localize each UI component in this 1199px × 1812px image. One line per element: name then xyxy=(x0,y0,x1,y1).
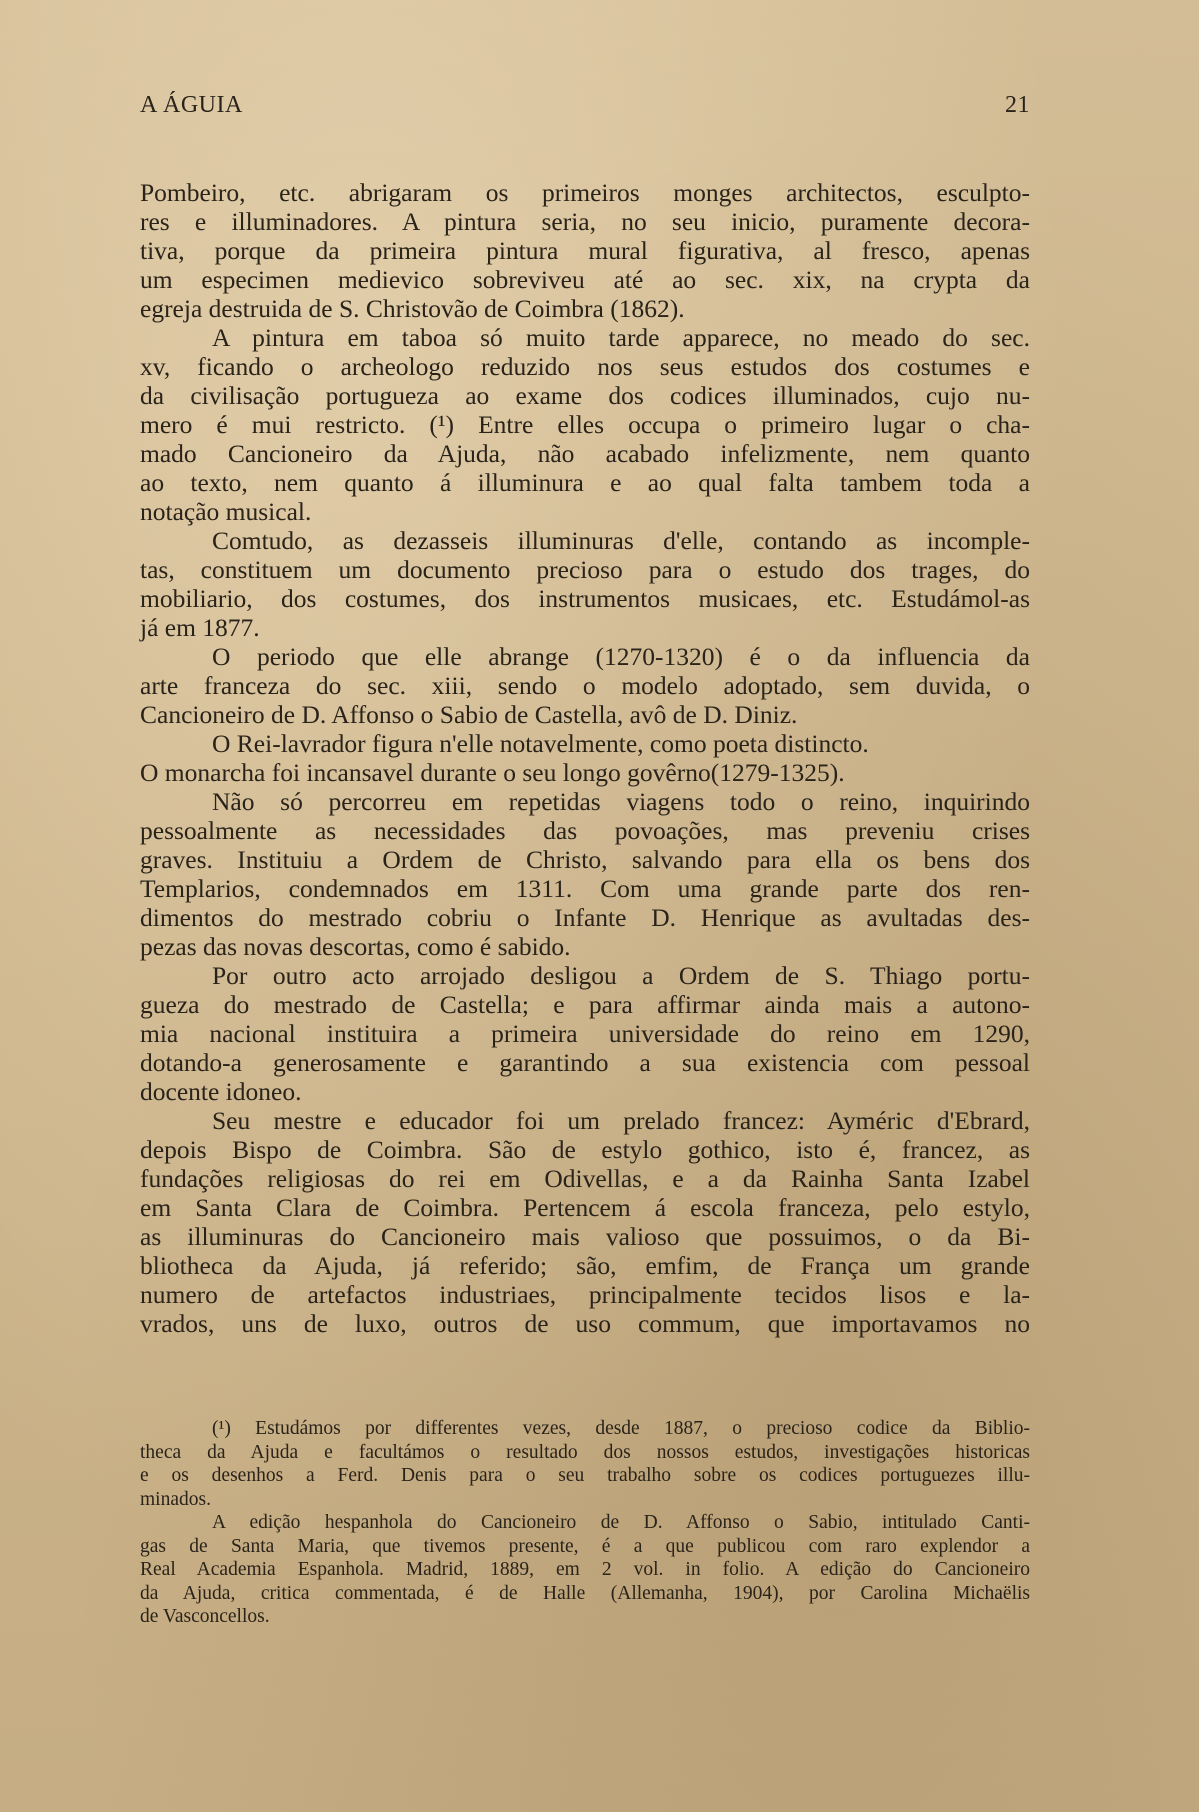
body-line: O periodo que elle abrange (1270-1320) é o da influencia da xyxy=(212,642,1030,671)
body-line: egreja destruida de S. Christovão de Coimbra (1862). xyxy=(140,294,685,323)
body-line: Templarios, condemnados em 1311. Com uma grande parte dos ren- xyxy=(140,874,1030,903)
body-line: já em 1877. xyxy=(140,613,260,642)
body-line: graves. Instituiu a Ordem de Christo, salvando para ella os bens dos xyxy=(140,845,1030,874)
body-line: pezas das novas descortas, como é sabido. xyxy=(140,932,571,961)
body-line: da civilisação portugueza ao exame dos codices illuminados, cujo nu- xyxy=(140,381,1030,410)
body-line: mado Cancioneiro da Ajuda, não acabado infelizmente, nem quanto xyxy=(140,439,1030,468)
footnote-line: A edição hespanhola do Cancioneiro de D. Affonso o Sabio, intitulado Canti- xyxy=(212,1512,1030,1533)
body-line: dotando-a generosamente e garantindo a sua existencia com pessoal xyxy=(140,1048,1030,1077)
footnote-line: minados. xyxy=(140,1488,211,1510)
body-line: tas, constituem um documento precioso para o estudo dos trages, do xyxy=(140,555,1030,584)
footnote-line: (¹) Estudámos por differentes vezes, desde 1887, o precioso codice da Biblio- xyxy=(212,1418,1030,1439)
body-text xyxy=(140,178,1030,1338)
body-line: em Santa Clara de Coimbra. Pertencem á escola franceza, pelo estylo, xyxy=(140,1193,1030,1222)
body-line: xv, ficando o archeologo reduzido nos seus estudos dos costumes e xyxy=(140,352,1030,381)
body-line: O Rei-lavrador figura n'elle notavelmente, como poeta distincto. xyxy=(212,729,869,758)
footnotes xyxy=(140,1417,1030,1629)
body-line: Não só percorreu em repetidas viagens todo o reino, inquirindo xyxy=(212,787,1030,816)
body-line: Por outro acto arrojado desligou a Ordem de S. Thiago portu- xyxy=(212,961,1030,990)
body-line: dimentos do mestrado cobriu o Infante D. Henrique as avultadas des- xyxy=(140,903,1030,932)
body-line: Pombeiro, etc. abrigaram os primeiros monges architectos, esculpto- xyxy=(140,178,1030,207)
footnote-line: e os desenhos a Ferd. Denis para o seu trabalho sobre os codices portuguezes illu- xyxy=(140,1465,1030,1486)
footnote-line: de Vasconcellos. xyxy=(140,1606,270,1627)
body-line: Comtudo, as dezasseis illuminuras d'elle, contando as incomple- xyxy=(212,526,1030,555)
footnote-line: theca da Ajuda e facultámos o resultado dos nossos estudos, investigações historicas xyxy=(140,1441,1030,1463)
page-number: 21 xyxy=(1005,92,1030,118)
body-line: gueza do mestrado de Castella; e para affirmar ainda mais a autono- xyxy=(140,990,1030,1019)
body-line: bliotheca da Ajuda, já referido; são, emfim, de França um grande xyxy=(140,1251,1030,1280)
body-line: numero de artefactos industriaes, principalmente tecidos lisos e la- xyxy=(140,1280,1030,1309)
body-line: fundações religiosas do rei em Odivellas, e a da Rainha Santa Izabel xyxy=(140,1164,1030,1193)
body-line: um especimen medievico sobreviveu até ao sec. xix, na crypta da xyxy=(140,265,1030,294)
body-line: arte franceza do sec. xiii, sendo o modelo adoptado, sem duvida, o xyxy=(140,671,1030,700)
body-line: ao texto, nem quanto á illuminura e ao qual falta tambem toda a xyxy=(140,468,1030,497)
body-line: res e illuminadores. A pintura seria, no seu inicio, puramente decora- xyxy=(140,207,1030,236)
body-line: mia nacional instituira a primeira universidade do reino em 1290, xyxy=(140,1019,1030,1048)
running-title: A ÁGUIA xyxy=(140,92,243,118)
body-line: docente idoneo. xyxy=(140,1077,302,1106)
page-header xyxy=(140,92,1030,124)
body-line: vrados, uns de luxo, outros de uso commum, que importavamos no xyxy=(140,1309,1030,1338)
footnote-line: gas de Santa Maria, que tivemos presente, é a que publicou com raro explendor a xyxy=(140,1535,1030,1557)
body-line: notação musical. xyxy=(140,497,312,526)
body-line: O monarcha foi incansavel durante o seu longo govêrno(1279-1325). xyxy=(140,758,845,787)
body-line: as illuminuras do Cancioneiro mais valioso que possuimos, o da Bi- xyxy=(140,1222,1030,1251)
body-line: Cancioneiro de D. Affonso o Sabio de Castella, avô de D. Diniz. xyxy=(140,700,798,729)
body-line: pessoalmente as necessidades das povoações, mas preveniu crises xyxy=(140,816,1030,845)
body-line: Seu mestre e educador foi um prelado francez: Ayméric d'Ebrard, xyxy=(212,1106,1030,1135)
body-line: mero é mui restricto. (¹) Entre elles occupa o primeiro lugar o cha- xyxy=(140,410,1030,439)
body-line: tiva, porque da primeira pintura mural figurativa, al fresco, apenas xyxy=(140,236,1030,265)
footnote-line: da Ajuda, critica commentada, é de Halle (Allemanha, 1904), por Carolina Michaëlis xyxy=(140,1582,1030,1604)
footnote-line: Real Academia Espanhola. Madrid, 1889, em 2 vol. in folio. A edição do Cancioneiro xyxy=(140,1559,1030,1580)
body-line: mobiliario, dos costumes, dos instrumentos musicaes, etc. Estudámol-as xyxy=(140,584,1030,613)
body-line: A pintura em taboa só muito tarde apparece, no meado do sec. xyxy=(212,323,1030,352)
body-line: depois Bispo de Coimbra. São de estylo gothico, isto é, francez, as xyxy=(140,1135,1030,1164)
